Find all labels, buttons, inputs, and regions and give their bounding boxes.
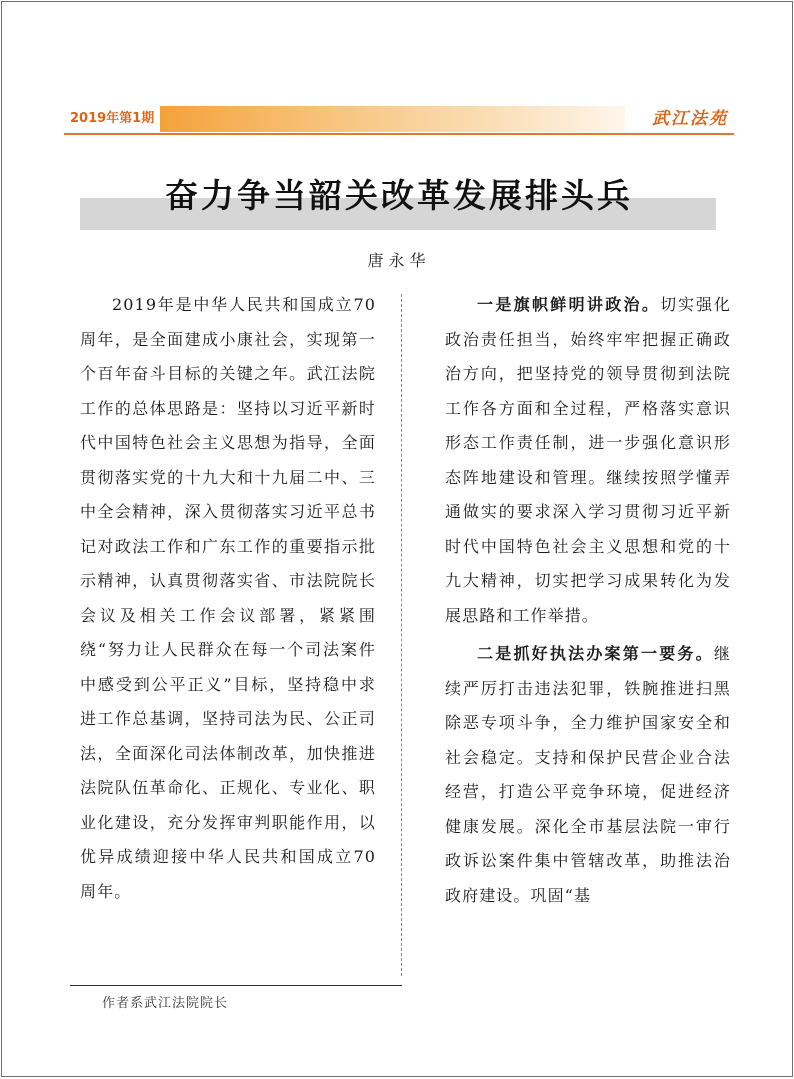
header-gradient-band (160, 106, 625, 132)
point-1-body: 切实强化政治责任担当，始终牢牢把握正确政治方向，把坚持党的领导贯彻到法院工作各方面和全过程，严格落实意识形态工作责任制，进一步强化意识形态阵地建设和管理。继续按照学懂弄通做实的要求深入学习贯彻习近平新时代中国特色社会主义思想和党的十九大精神，切实把学习成果转化为发展思路和工作举措。 (445, 295, 731, 625)
point-2-heading: 二是抓好执法办案第一要务。 (477, 644, 714, 663)
left-column (80, 288, 376, 909)
author-footnote: 作者系武江法院院长 (102, 996, 229, 1011)
point-1-paragraph (445, 288, 731, 633)
article-author: 唐永华 (367, 251, 431, 270)
column-divider (401, 294, 402, 976)
point-1-heading: 一是旗帜鲜明讲政治。 (477, 295, 661, 314)
footnote-rule (70, 985, 402, 986)
issue-label: 2019年第1期 (64, 106, 160, 132)
right-column (445, 288, 731, 913)
point-2-paragraph (445, 637, 731, 913)
point-2-body: 继续严厉打击违法犯罪，铁腕推进扫黑除恶专项斗争，全力维护国家安全和社会稳定。支持和保护民营企业合法经营，打造公平竞争环境，促进经济健康发展。深化全市基层法院一审行政诉讼案件集中管辖改革，助推法治政府建设。巩固“基 (445, 644, 731, 905)
article-title: 奋力争当韶关改革发展排头兵 (165, 176, 633, 215)
magazine-page (1, 1, 793, 1077)
header-rule (64, 133, 734, 135)
page-header (64, 106, 734, 132)
journal-brand: 武江法苑 (652, 109, 728, 129)
intro-paragraph: 2019年是中华人民共和国成立70周年，是全面建成小康社会，实现第一个百年奋斗目标的关键之年。武江法院工作的总体思路是：坚持以习近平新时代中国特色社会主义思想为指导，全面贯彻落实党的十九大和十九届二中、三中全会精神，深入贯彻落实习近平总书记对政法工作和广东工作的重要指示批示精神，认真贯彻落实省、市法院院长会议及相关工作会议部署，紧紧围绕“努力让人民群众在每一个司法案件中感受到公平正义”目标，坚持稳中求进工作总基调，坚持司法为民、公正司法，全面深化司法体制改革，加快推进法院队伍革命化、正规化、专业化、职业化建设，充分发挥审判职能作用，以优异成绩迎接中华人民共和国成立70周年。 (80, 295, 376, 901)
